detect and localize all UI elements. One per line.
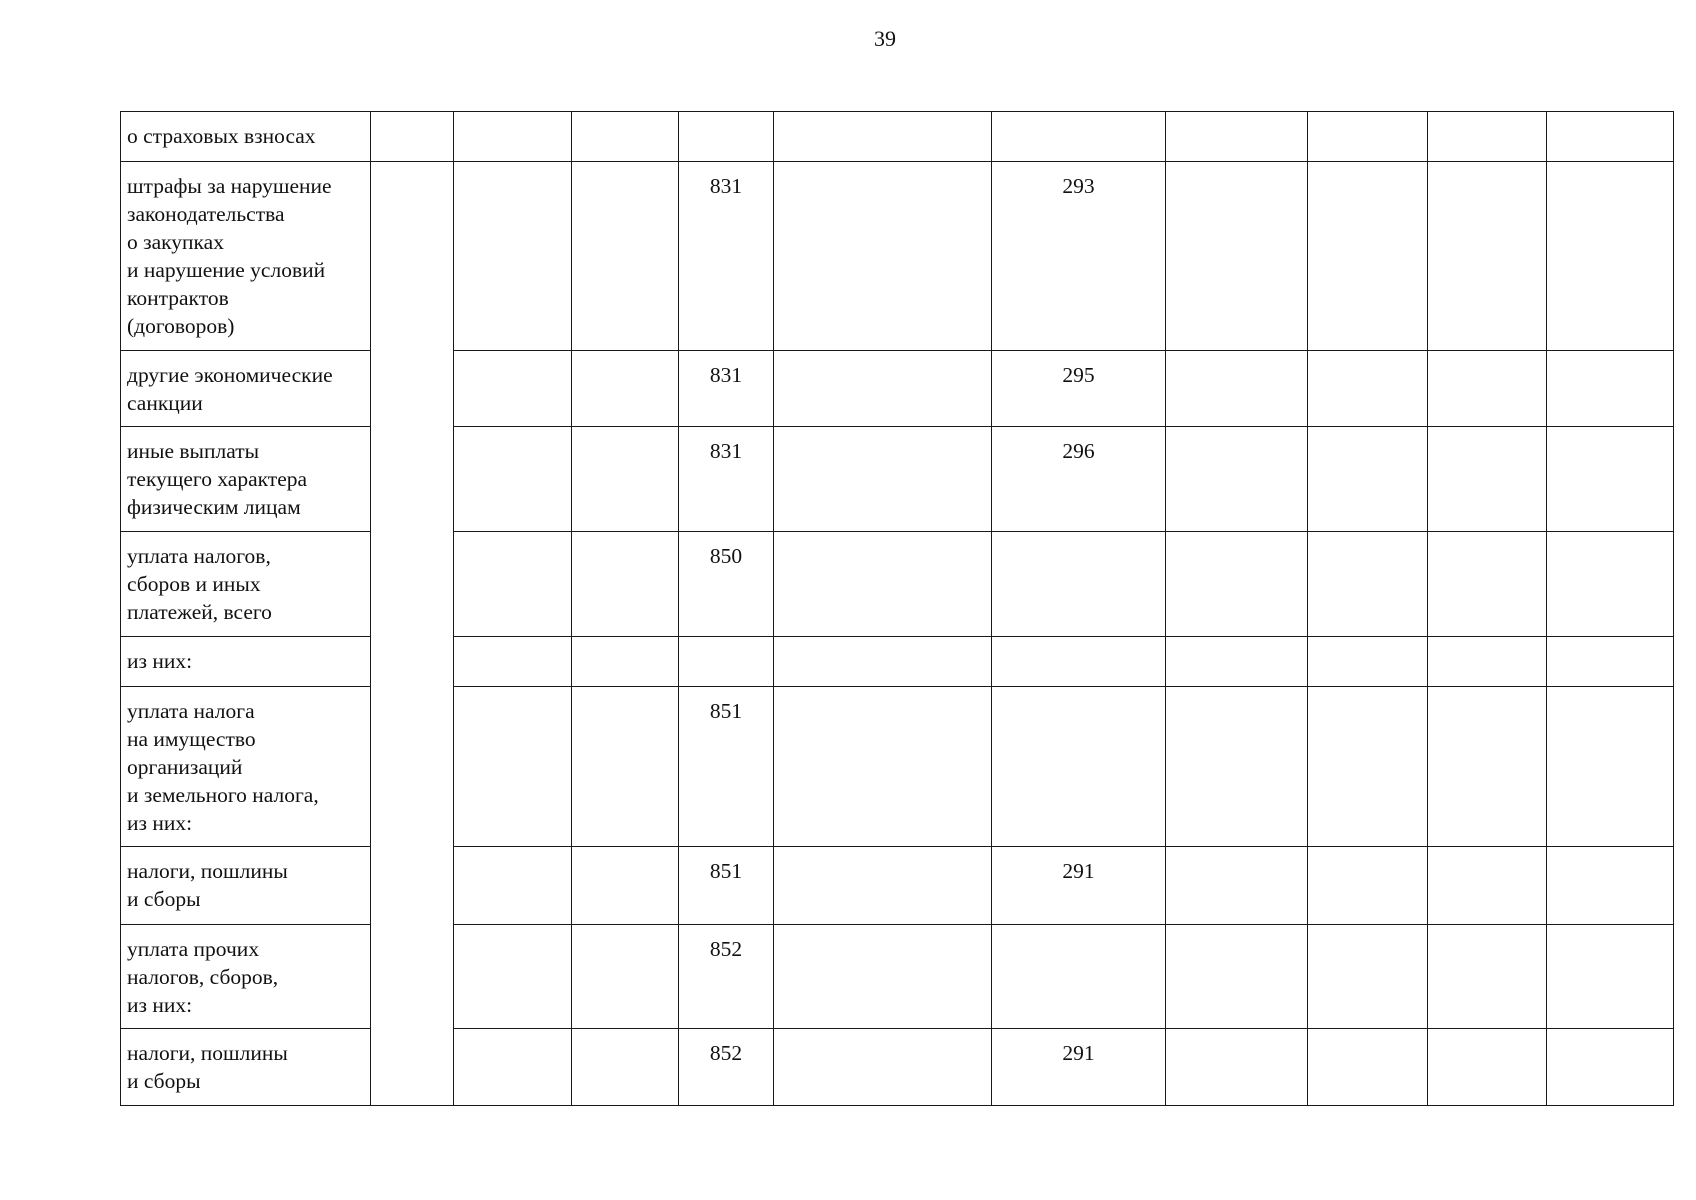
table-row <box>121 1029 1674 1106</box>
value-cell <box>1308 351 1428 427</box>
empty-cell <box>572 112 679 162</box>
empty-cell <box>572 637 679 687</box>
empty-cell <box>774 1029 992 1106</box>
row-label-line: иные выплаты <box>127 439 260 463</box>
value-cell <box>1166 847 1308 925</box>
row-label-line: санкции <box>127 391 203 415</box>
row-label-line: штрафы за нарушение <box>127 174 332 198</box>
row-label-line: уплата налогов, <box>127 544 271 568</box>
empty-cell <box>572 1029 679 1106</box>
value-cell <box>1308 532 1428 637</box>
table-body <box>121 112 1674 1106</box>
expense-code-cell: 831 <box>679 162 774 351</box>
table-row <box>121 847 1674 925</box>
empty-cell <box>454 637 572 687</box>
value-cell <box>1308 847 1428 925</box>
empty-cell <box>774 112 992 162</box>
empty-cell <box>774 637 992 687</box>
table-row <box>121 112 1674 162</box>
table-row <box>121 351 1674 427</box>
value-cell <box>1547 112 1674 162</box>
empty-cell <box>774 847 992 925</box>
row-label-line: текущего характера <box>127 467 308 491</box>
value-cell <box>1428 427 1547 532</box>
value-cell <box>1308 162 1428 351</box>
row-label-cell <box>121 637 371 687</box>
row-label-line: на имущество <box>127 727 256 751</box>
expense-code-cell: 831 <box>679 427 774 532</box>
row-label-line: о страховых взносах <box>127 124 316 148</box>
kosgu-code-cell: 295 <box>992 351 1166 427</box>
value-cell <box>1428 687 1547 847</box>
row-label-line: налоги, пошлины <box>127 859 288 883</box>
value-cell <box>1166 162 1308 351</box>
row-label-cell <box>121 162 371 351</box>
expense-code-cell: 850 <box>679 532 774 637</box>
merged-line-code-cell <box>371 162 454 1106</box>
value-cell <box>1428 925 1547 1029</box>
empty-cell <box>774 162 992 351</box>
row-label-line: и сборы <box>127 887 201 911</box>
value-cell <box>1428 351 1547 427</box>
row-label-line: и земельного налога, <box>127 783 319 807</box>
kosgu-code-cell <box>992 687 1166 847</box>
value-cell <box>1428 847 1547 925</box>
row-label-line: физическим лицам <box>127 495 301 519</box>
empty-cell <box>454 847 572 925</box>
value-cell <box>1547 162 1674 351</box>
row-label-line: налоги, пошлины <box>127 1041 288 1065</box>
expense-code-cell: 852 <box>679 925 774 1029</box>
row-label-cell <box>121 112 371 162</box>
table-row <box>121 532 1674 637</box>
value-cell <box>1308 637 1428 687</box>
kosgu-code-cell <box>992 925 1166 1029</box>
table-row <box>121 162 1674 351</box>
value-cell <box>1166 637 1308 687</box>
page-number: 39 <box>874 26 896 51</box>
value-cell <box>1308 112 1428 162</box>
empty-cell <box>454 351 572 427</box>
row-label-line: из них: <box>127 811 193 835</box>
row-label-line: платежей, всего <box>127 600 272 624</box>
expense-code-cell <box>679 637 774 687</box>
row-label-line: и нарушение условий <box>127 258 326 282</box>
value-cell <box>1166 427 1308 532</box>
value-cell <box>1308 1029 1428 1106</box>
expense-code-cell: 851 <box>679 847 774 925</box>
table-row <box>121 925 1674 1029</box>
value-cell <box>1166 925 1308 1029</box>
value-cell <box>1428 1029 1547 1106</box>
value-cell <box>1308 925 1428 1029</box>
empty-cell <box>774 532 992 637</box>
row-label-line: о закупках <box>127 230 224 254</box>
row-label-line: контрактов <box>127 286 229 310</box>
table-row <box>121 687 1674 847</box>
value-cell <box>1547 351 1674 427</box>
kosgu-code-cell: 293 <box>992 162 1166 351</box>
empty-cell <box>454 532 572 637</box>
value-cell <box>1428 532 1547 637</box>
empty-cell <box>572 162 679 351</box>
value-cell <box>1166 687 1308 847</box>
row-label-cell <box>121 925 371 1029</box>
empty-cell <box>454 162 572 351</box>
empty-cell <box>454 687 572 847</box>
value-cell <box>1547 687 1674 847</box>
table-row <box>121 637 1674 687</box>
empty-cell <box>454 427 572 532</box>
row-label-line: законодательства <box>127 202 285 226</box>
row-label-cell <box>121 1029 371 1106</box>
row-label-line: уплата налога <box>127 699 255 723</box>
value-cell <box>1428 637 1547 687</box>
empty-cell <box>454 1029 572 1106</box>
empty-cell <box>774 925 992 1029</box>
value-cell <box>1166 112 1308 162</box>
value-cell <box>1547 427 1674 532</box>
expense-code-cell: 852 <box>679 1029 774 1106</box>
empty-cell <box>572 351 679 427</box>
row-label-line: и сборы <box>127 1069 201 1093</box>
empty-cell <box>774 687 992 847</box>
kosgu-code-cell: 296 <box>992 427 1166 532</box>
value-cell <box>1428 112 1547 162</box>
value-cell <box>1547 532 1674 637</box>
empty-cell <box>454 925 572 1029</box>
value-cell <box>1547 847 1674 925</box>
value-cell <box>1166 532 1308 637</box>
row-label-cell <box>121 532 371 637</box>
row-label-line: (договоров) <box>127 314 235 338</box>
row-label-line: уплата прочих <box>127 937 260 961</box>
empty-cell <box>572 427 679 532</box>
value-cell <box>1428 162 1547 351</box>
value-cell <box>1308 427 1428 532</box>
kosgu-code-cell <box>992 637 1166 687</box>
empty-cell <box>454 112 572 162</box>
row-label-line: другие экономические <box>127 363 333 387</box>
value-cell <box>1547 637 1674 687</box>
row-label-cell <box>121 847 371 925</box>
kosgu-code-cell <box>992 532 1166 637</box>
row-label-line: из них: <box>127 993 193 1017</box>
kosgu-code-cell <box>992 112 1166 162</box>
empty-cell <box>572 925 679 1029</box>
expense-code-cell: 831 <box>679 351 774 427</box>
row-label-line: сборов и иных <box>127 572 261 596</box>
empty-cell <box>572 847 679 925</box>
empty-cell <box>371 112 454 162</box>
expense-code-cell: 851 <box>679 687 774 847</box>
empty-cell <box>572 687 679 847</box>
row-label-cell <box>121 351 371 427</box>
expense-code-cell <box>679 112 774 162</box>
value-cell <box>1547 925 1674 1029</box>
empty-cell <box>774 351 992 427</box>
value-cell <box>1308 687 1428 847</box>
row-label-line: налогов, сборов, <box>127 965 279 989</box>
empty-cell <box>572 532 679 637</box>
kosgu-code-cell: 291 <box>992 1029 1166 1106</box>
row-label-cell <box>121 687 371 847</box>
value-cell <box>1547 1029 1674 1106</box>
row-label-cell <box>121 427 371 532</box>
budget-table <box>120 111 1674 1106</box>
value-cell <box>1166 1029 1308 1106</box>
row-label-line: организаций <box>127 755 243 779</box>
table-row <box>121 427 1674 532</box>
kosgu-code-cell: 291 <box>992 847 1166 925</box>
empty-cell <box>774 427 992 532</box>
row-label-line: из них: <box>127 649 193 673</box>
value-cell <box>1166 351 1308 427</box>
